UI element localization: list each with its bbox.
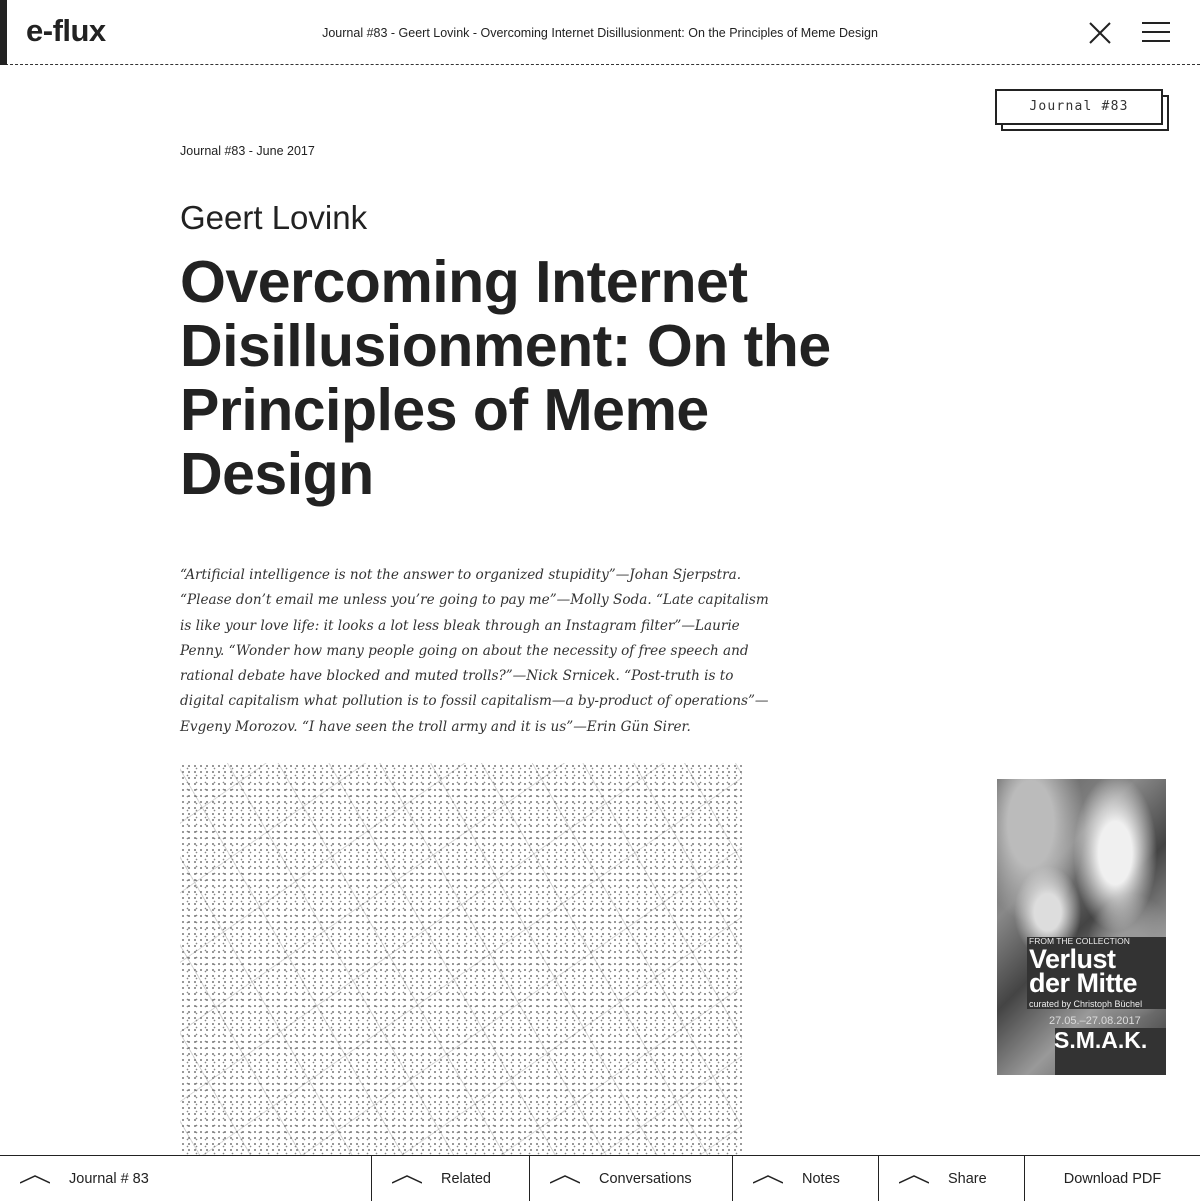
ad-title: Verlust der Mitte — [1029, 944, 1138, 998]
chevron-up-icon — [899, 1174, 929, 1184]
article-title: Overcoming Internet Disillusionment: On the Principles of Meme Design — [180, 249, 831, 507]
bottom-nav — [0, 1155, 1200, 1200]
journal-badge-label[interactable]: Journal #83 — [995, 89, 1163, 125]
tab-journal[interactable] — [0, 1156, 371, 1201]
chevron-up-icon — [20, 1174, 50, 1184]
top-bar — [0, 0, 1200, 65]
journal-badge[interactable] — [995, 89, 1163, 125]
tab-conversations[interactable] — [529, 1156, 732, 1201]
ad-kicker: FROM THE COLLECTION — [1029, 936, 1130, 946]
advertisement[interactable] — [997, 779, 1166, 1075]
menu-button[interactable] — [1142, 21, 1170, 43]
issue-date: Journal #83 - June 2017 — [180, 144, 315, 158]
chevron-up-icon — [550, 1174, 580, 1184]
tab-label: Related — [441, 1170, 491, 1187]
close-icon — [1088, 21, 1112, 45]
tab-label: Download PDF — [1063, 1170, 1162, 1187]
chevron-up-icon — [392, 1174, 422, 1184]
article-image — [180, 763, 742, 1158]
breadcrumb: Journal #83 - Geert Lovink - Overcoming Internet Disillusionment: On the Principles of Meme Design — [322, 26, 878, 40]
tab-share[interactable] — [878, 1156, 1024, 1201]
tab-label: Journal # 83 — [69, 1170, 149, 1187]
tab-related[interactable] — [371, 1156, 529, 1201]
ad-dates: 27.05.–27.08.2017 — [1049, 1015, 1141, 1027]
hamburger-menu-icon — [1142, 21, 1170, 43]
tab-notes[interactable] — [732, 1156, 878, 1201]
article-lede: “Artificial intelligence is not the answer to organized stupidity”—Johan Sjerpstra. “Please don’t email me unless you’re going to pay me”—Molly Soda. “Late capitalism is like your love life: it looks a lot less bleak through an Instagram filter”—Laurie Penny. “Wonder how many people going on about the necessity of free speech and rational debate have blocked and muted trolls?”—Nick Srnicek. “Post-truth is to digital capitalism what pollution is to fossil capitalism—a by-product of operations”— Evgeny Morozov. “I have seen the troll army and it is us”—Erin Gün Sirer. — [180, 567, 769, 735]
ad-org: S.M.A.K. — [1054, 1027, 1148, 1053]
tab-label: Conversations — [599, 1170, 692, 1187]
download-pdf-button[interactable] — [1024, 1156, 1200, 1201]
chevron-up-icon — [753, 1174, 783, 1184]
tab-label: Share — [948, 1170, 987, 1187]
ad-curator: curated by Christoph Büchel — [1029, 999, 1143, 1009]
author-name[interactable]: Geert Lovink — [180, 199, 368, 236]
tab-label: Notes — [802, 1170, 840, 1187]
close-button[interactable] — [1088, 21, 1112, 45]
logo[interactable]: e-flux — [26, 13, 106, 48]
